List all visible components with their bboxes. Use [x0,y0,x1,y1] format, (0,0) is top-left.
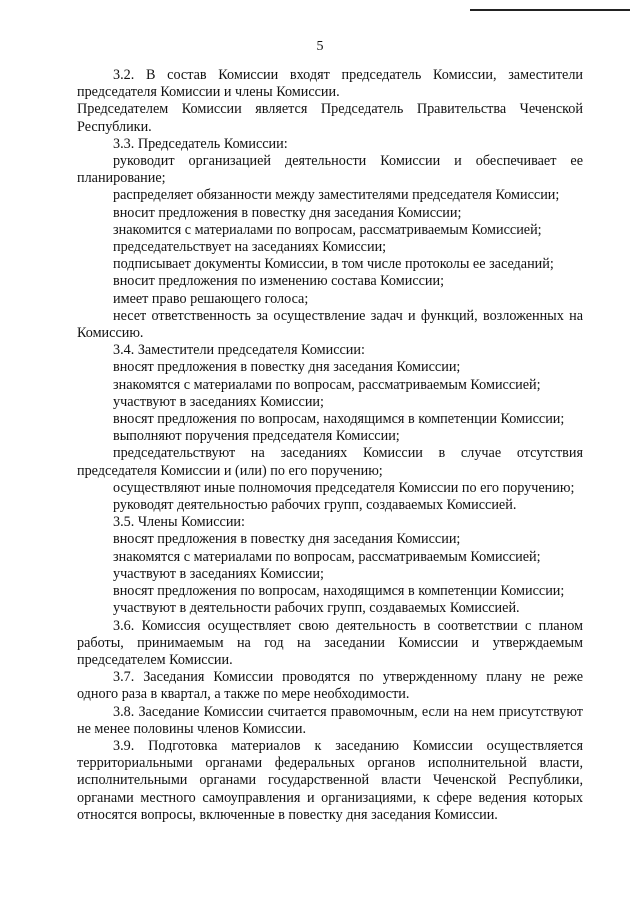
list-item: вносит предложения по изменению состава Комиссии; [113,273,445,290]
list-item: выполняют поручения председателя Комиссии; [113,428,400,445]
list-item: имеет право решающего голоса; [113,290,309,307]
list-item: руководят деятельностью рабочих групп, создаваемых Комиссией. [113,497,517,514]
header-rule [470,9,630,11]
paragraph: 3.7. Заседания Комиссии проводятся по утвержденному плану не реже одного раза в квартал, а также по мере необходимости. [77,669,583,703]
list-item: знакомятся с материалами по вопросам, рассматриваемым Комиссией; [113,548,541,565]
paragraph: 3.8. Заседание Комиссии считается правомочным, если на нем присутствуют не менее половины членов Комиссии. [77,703,583,737]
list-item: руководит организацией деятельности Комиссии и обеспечивает ее планирование; [77,153,583,187]
list-item: председательствует на заседаниях Комиссии; [113,239,387,256]
list-item: знакомится с материалами по вопросам, рассматриваемым Комиссией; [113,221,542,238]
list-item: участвуют в деятельности рабочих групп, создаваемых Комиссией. [113,600,520,617]
document-body [77,67,583,824]
list-item: знакомятся с материалами по вопросам, рассматриваемым Комиссией; [113,376,541,393]
list-item: вносят предложения по вопросам, находящимся в компетенции Комиссии; [113,583,565,600]
section-heading: 3.5. Члены Комиссии: [113,514,245,531]
list-item: вносят предложения в повестку дня заседания Комиссии; [113,359,461,376]
list-item: распределяет обязанности между заместителями председателя Комиссии; [113,187,560,204]
list-item: председательствуют на заседаниях Комиссии в случае отсутствия председателя Комиссии и (или) по его поручению; [77,445,583,479]
section-heading: 3.3. Председатель Комиссии: [113,135,288,152]
list-item: участвуют в заседаниях Комиссии; [113,565,324,582]
paragraph: 3.2. В состав Комиссии входят председатель Комиссии, заместители председателя Комиссии и члены Комиссии. [77,67,583,101]
section-heading: 3.4. Заместители председателя Комиссии: [113,342,365,359]
list-item: осуществляют иные полномочия председателя Комиссии по его поручению; [113,479,575,496]
list-item: вносят предложения в повестку дня заседания Комиссии; [113,531,461,548]
list-item: вносит предложения в повестку дня заседания Комиссии; [113,204,462,221]
paragraph: 3.9. Подготовка материалов к заседанию Комиссии осуществляется территориальными органами федеральных органов исполнительной власти, исполнительными органами государственной власти Чеченской Республики, органами местного самоуправления и организациями, к сфере ведения которых относятся вопросы, включенные в повестку дня заседания Комиссии. [77,737,583,823]
paragraph: 3.6. Комиссия осуществляет свою деятельность в соответствии с планом работы, принимаемым на год на заседании Комиссии и утверждаемым председателем Комиссии. [77,617,583,668]
paragraph: Председателем Комиссии является Председатель Правительства Чеченской Республики. [77,101,583,135]
list-item: несет ответственность за осуществление задач и функций, возложенных на Комиссию. [77,307,583,342]
page-number: 5 [316,39,324,54]
list-item: подписывает документы Комиссии, в том числе протоколы ее заседаний; [113,256,554,273]
list-item: участвуют в заседаниях Комиссии; [113,393,324,410]
list-item: вносят предложения по вопросам, находящимся в компетенции Комиссии; [113,411,565,428]
